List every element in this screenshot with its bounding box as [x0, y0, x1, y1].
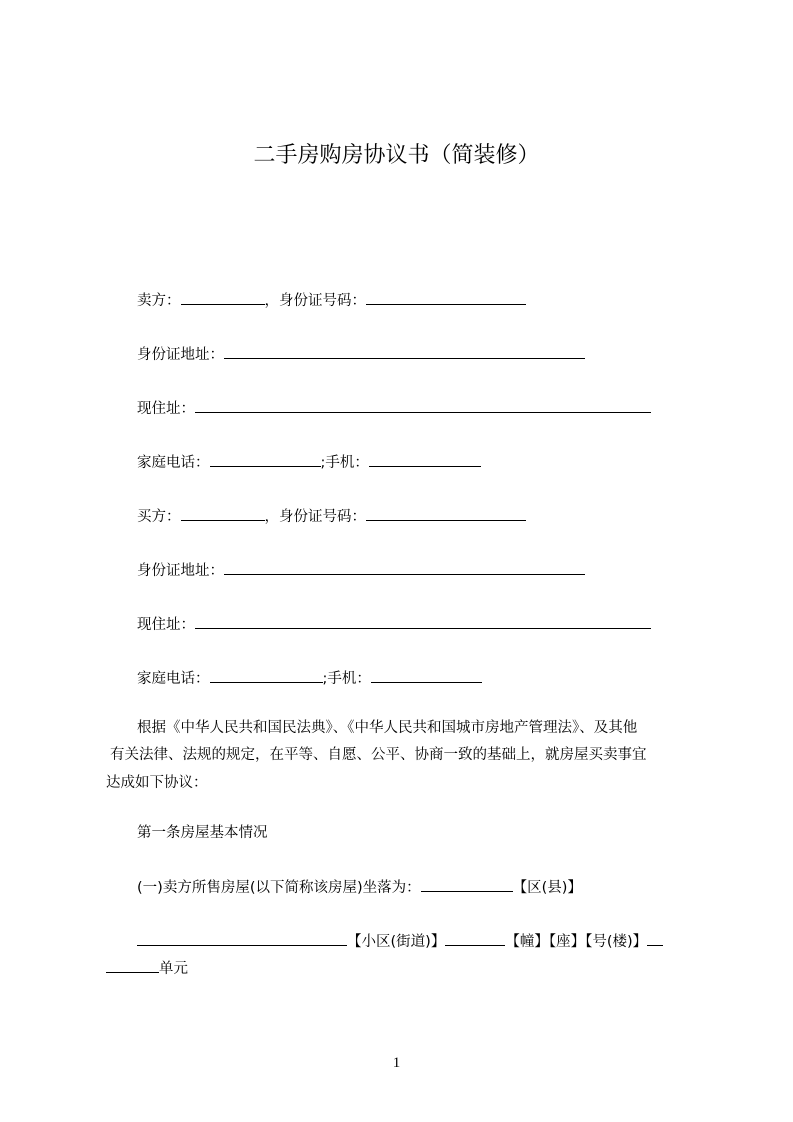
unit-blank[interactable] — [106, 958, 159, 973]
article-1-item-1 — [137, 877, 582, 898]
buyer-phone-line — [137, 668, 482, 689]
district-blank[interactable] — [421, 877, 513, 892]
seller-id-address-blank[interactable] — [224, 344, 585, 359]
buyer-home-phone-label: 家庭电话： — [137, 671, 210, 687]
seller-id-address-line — [137, 344, 585, 365]
seller-home-phone-blank[interactable] — [210, 452, 321, 467]
building-label: 【幢】【座】【号(楼)】 — [505, 934, 648, 950]
buyer-mobile-label: ;手机： — [322, 671, 371, 687]
item-1-prefix: (一)卖方所售房屋(以下简称该房屋)坐落为： — [137, 880, 421, 896]
buyer-mobile-blank[interactable] — [371, 668, 482, 683]
seller-current-address-blank[interactable] — [195, 398, 651, 413]
seller-mobile-blank[interactable] — [369, 452, 481, 467]
buyer-id-address-blank[interactable] — [224, 560, 585, 575]
community-label: 【小区(街道)】 — [347, 934, 446, 950]
buyer-id-blank[interactable] — [366, 506, 526, 521]
seller-phone-line — [137, 452, 481, 473]
seller-id-address-label: 身份证地址： — [137, 347, 224, 363]
buyer-current-address-line — [137, 614, 651, 635]
preamble-line-2: 有关法律、法规的规定，在平等、自愿、公平、协商一致的基础上，就房屋买卖事宜 — [110, 747, 647, 763]
buyer-line — [137, 506, 526, 527]
seller-label: 卖方： — [137, 293, 181, 309]
seller-current-address-label: 现住址： — [137, 401, 195, 417]
preamble-line-1: 根据《中华人民共和国民法典》、《中华人民共和国城市房地产管理法》、及其他 — [137, 720, 638, 736]
address-detail-line — [137, 931, 663, 952]
seller-home-phone-label: 家庭电话： — [137, 455, 210, 471]
seller-id-label: ，身份证号码： — [264, 293, 366, 309]
buyer-id-address-line — [137, 560, 585, 581]
seller-name-blank[interactable] — [181, 290, 265, 305]
preamble-line-3: 达成如下协议： — [106, 775, 208, 791]
community-blank[interactable] — [137, 931, 347, 946]
building-blank[interactable] — [445, 931, 505, 946]
document-title: 二手房购房协议书（简装修） — [253, 143, 540, 168]
page-number: 1 — [392, 1055, 401, 1071]
buyer-id-address-label: 身份证地址： — [137, 563, 224, 579]
unit-line — [106, 958, 188, 979]
unit-label: 单元 — [159, 961, 188, 977]
article-1-heading: 第一条房屋基本情况 — [137, 825, 268, 841]
seller-line — [137, 290, 526, 311]
buyer-label: 买方： — [137, 509, 181, 525]
unit-blank-start[interactable] — [647, 931, 663, 946]
buyer-name-blank[interactable] — [181, 506, 265, 521]
buyer-current-address-blank[interactable] — [195, 614, 651, 629]
seller-current-address-line — [137, 398, 651, 419]
buyer-id-label: ，身份证号码： — [264, 509, 366, 525]
seller-id-blank[interactable] — [366, 290, 526, 305]
buyer-home-phone-blank[interactable] — [210, 668, 323, 683]
seller-mobile-label: ;手机： — [320, 455, 369, 471]
buyer-current-address-label: 现住址： — [137, 617, 195, 633]
item-1-suffix: 【区(县)】 — [512, 880, 582, 896]
